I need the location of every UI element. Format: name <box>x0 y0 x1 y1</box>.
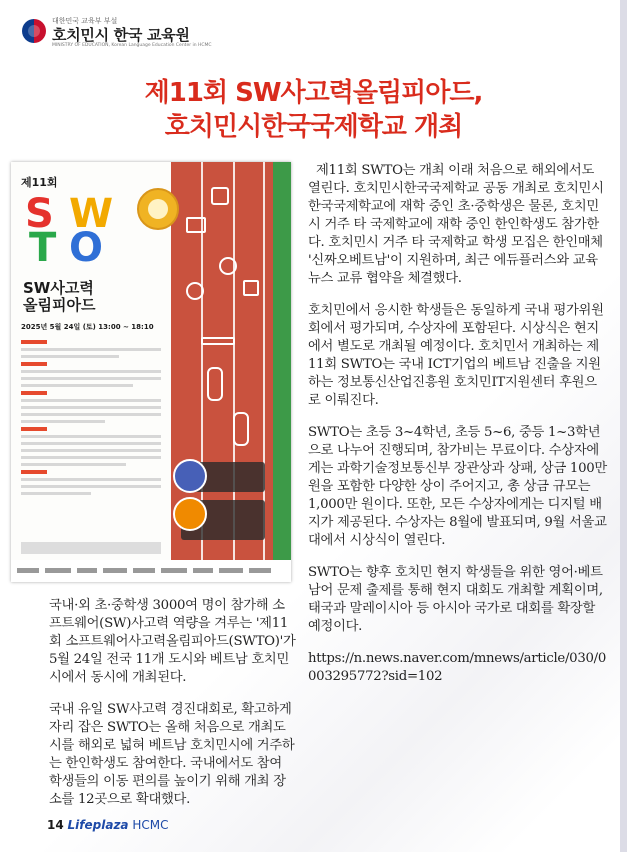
org-subtitle: MINISTRY OF EDUCATION, Korean Language Education Center in HCMC <box>52 43 212 48</box>
source-link[interactable]: https://n.news.naver.com/mnews/article/030/0003295772?sid=102 <box>308 651 606 684</box>
poster-event-date: 2025년 5월 24일 (토) 13:00 ~ 18:10 <box>21 323 154 331</box>
magnifier-icon <box>219 257 237 275</box>
poster-name-line2: 올림피아드 <box>23 296 96 314</box>
logo-letter-s: S <box>25 191 54 237</box>
ministry-line: 대한민국 교육부 부설 <box>52 17 118 25</box>
article-paragraph: 호치민에서 응시한 학생들은 동일하게 국내 평가위원회에서 평가되며, 수상자에 포함된다. 시상식은 현지에서 별도로 개최될 예정이다. 호치민서 개최하는 제11회 SWTO는 국내 ICT기업의 베트남 진출을 지원하는 정보통신산업진흥원 호치민IT지원센터 후원으로 이뤄진다. <box>308 303 604 408</box>
article-right-column <box>308 162 608 700</box>
logo-letter-o: O <box>69 225 104 271</box>
student-figure-icon <box>207 367 223 401</box>
magazine-city: HCMC <box>132 818 169 832</box>
article-left-column <box>49 597 297 823</box>
article-paragraph: SWTO는 초등 3~4학년, 초등 5~6, 중등 1~3학년 으로 나누어 진행되며, 참가비는 무료이다. 수상자에게는 과학기술정보통신부 장관상과 상패, 상금 100만원을 포함한 다양한 상이 주어지고, 총 상금 규모는 1,000만 원이다. 또한, 모든 수상자에게는 디지털 배지가 제공된다. 수상자는 8월에 발표되며, 9월 서울교대에서 시상식이 열린다. <box>308 425 607 548</box>
laptop-icon <box>186 217 206 233</box>
lecos-badge-icon <box>173 497 207 531</box>
poster-event-name <box>23 280 95 314</box>
article-title-line1: 제11회 SW사고력올림피아드, <box>144 78 483 108</box>
logo-letter-t: T <box>29 225 57 271</box>
article-paragraph: 국내·외 초·중학생 3000여 명이 참가해 소프트웨어(SW)사고력 역량을 겨루는 '제11회 소프트웨어사고력올림피아드(SWTO)'가 5월 24일 전국 11개 도시와 베트남 호치민시에서 동시에 개최된다. <box>49 598 296 685</box>
poster-prize-table <box>21 542 161 554</box>
article-title-line2: 호치민시한국국제학교 개최 <box>164 112 463 142</box>
poster-sponsor-logos <box>11 560 291 582</box>
article-paragraph: SWTO는 향후 호치민 현지 학생들을 위한 영어·베트남어 문제 출제를 통해 현지 대회도 개최할 계획이며, 태국과 말레이시아 등 아시아 국가로 대회를 확장할 예정이다. <box>308 565 603 634</box>
poster-name-line1: SW사고력 <box>23 279 94 297</box>
article-paragraph: 제11회 SWTO는 개최 이래 처음으로 해외에서도 열린다. 호치민시한국국제학교 공동 개최로 호치민시한국국제학교에 재학 중인 초·중학생은 물론, 호치민시 거주 타 국제학교에 재학 중인 한인학생도 참가한다. 호치민시 거주 타 국제학교 학생 모집은 한인매체 '신짜오베트남'이 지원하며, 최근 에듀플러스와 교육 뉴스 교류 협약을 체결했다. <box>308 163 604 286</box>
org-name: 호치민시 한국 교육원 <box>52 26 190 44</box>
student-figure-icon <box>233 412 249 446</box>
event-poster-image <box>11 162 291 582</box>
trophy-icon <box>211 187 229 205</box>
poster-swto-logo <box>25 191 130 271</box>
page-number: 14 <box>47 818 64 832</box>
poster-grass-strip <box>273 162 291 582</box>
minister-award-medal-icon <box>137 188 179 230</box>
page-footer <box>47 818 169 832</box>
puzzle-icon <box>243 280 259 296</box>
article-paragraph: 국내 유일 SW사고력 경진대회로, 확고하게 자리 잡은 SWTO는 올해 처음으로 개최도시를 해외로 넓혀 베트남 호치민시에 거주하는 한인학생도 참여한다. 국내에서도 참여 학생들의 이동 편의를 높이기 위해 개최 장소를 12곳으로 확대했다. <box>49 702 295 807</box>
poster-info-blocks <box>21 340 161 499</box>
logo-letter-w: W <box>69 191 114 237</box>
poster-edition: 제11회 <box>21 176 58 189</box>
digital-badge-icon <box>173 459 207 493</box>
magazine-name: Lifeplaza <box>67 818 129 832</box>
hurdle-icon <box>201 337 235 345</box>
ministry-emblem-icon <box>22 19 46 43</box>
target-icon <box>186 282 204 300</box>
